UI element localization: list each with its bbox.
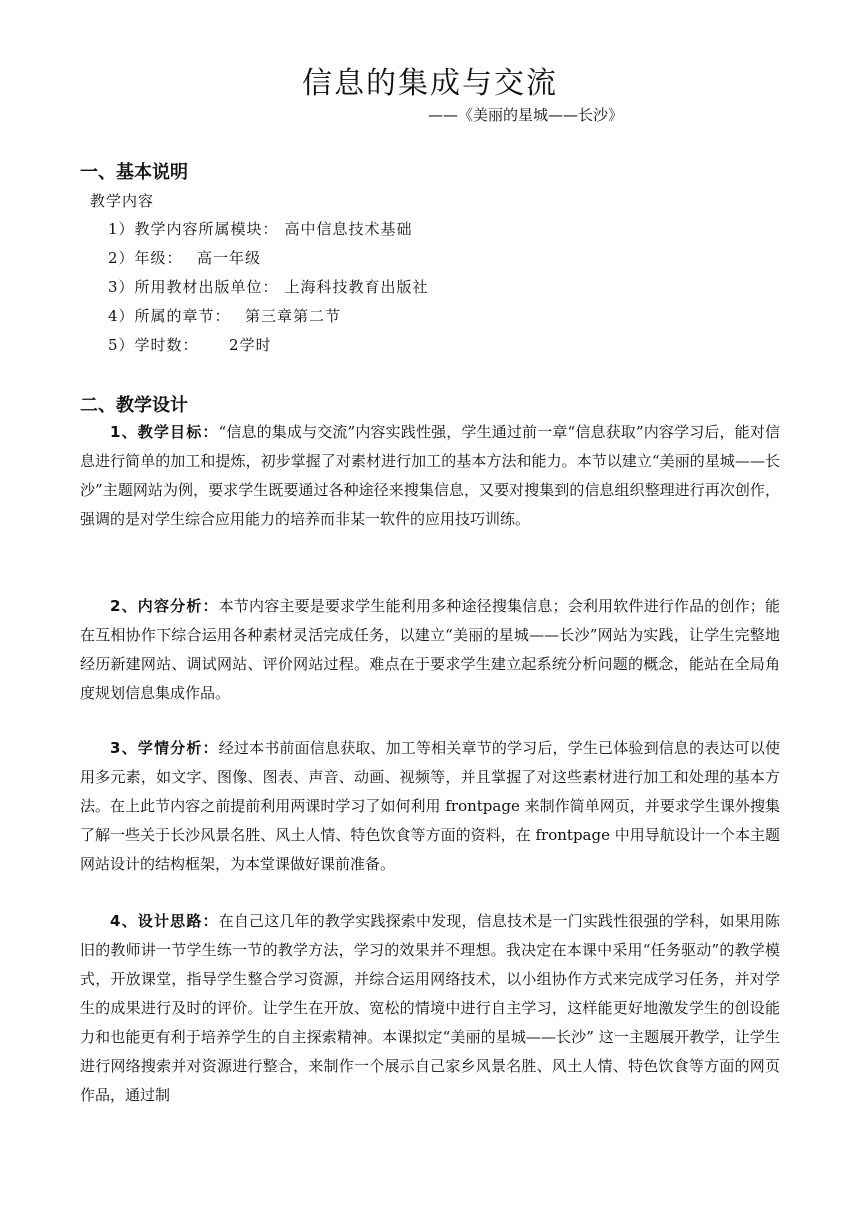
doc-title: 信息的集成与交流 — [302, 66, 558, 101]
paragraph-text: 本节内容主要是要求学生能利用多种途径搜集信息；会利用软件进行作品的创作；能在互相协作下综合运用各种素材灵活完成任务，以建立“美丽的星城——长沙”网站为实践，让学生完整地经历新建网站、调试网站、评价网站过程。难点在于要求学生建立起系统分析问题的概念，能站在全局角度规划信息集成作品。 — [80, 597, 780, 702]
paragraph-design-approach — [80, 907, 780, 1110]
paragraph-text: 在自己这几年的教学实践探索中发现，信息技术是一门实践性很强的学科，如果用陈旧的教师讲一节学生练一节的教学方法，学习的效果并不理想。我决定在本课中采用“任务驱动”的教学模式，开放课堂，指导学生整合学习资源，并综合运用网络技术，以小组协作方式来完成学习任务，并对学生的成果进行及时的评价。让学生在开放、宽松的情境中进行自主学习，这样能更好地激发学生的创设能力和也能更有利于培养学生的自主探索精神。本课拟定“美丽的星城——长沙” 这一主题展开教学，让学生进行网络搜索并对资源进行整合，来制作一个展示自己家乡风景名胜、风土人情、特色饮食等方面的网页作品，通过制 — [80, 912, 780, 1104]
info-item-hours — [108, 334, 272, 355]
paragraph-content-analysis — [80, 592, 780, 708]
info-item-value: 高中信息技术基础 — [284, 220, 413, 238]
info-item-value: 上海科技教育出版社 — [284, 278, 429, 296]
info-item-value: 第三章第二节 — [229, 307, 342, 325]
info-item-label: 5）学时数： — [108, 336, 192, 354]
info-item-label: 1）教学内容所属模块： — [108, 220, 279, 238]
paragraph-text: 经过本书前面信息获取、加工等相关章节的学习后，学生已体验到信息的表达可以使用多元素，如文字、图像、图表、声音、动画、视频等，并且掌握了对这些素材进行加工和处理的基本方法。在上此节内容之前提前利用两课时学习了如何利用 frontpage 来制作简单网页，并要求学生课外搜集了解一些关于长沙风景名胜、风土人情、特色饮食等方面的资料，在 frontpage 中用导航设计一个本主题网站设计的结构框架，为本堂课做好课前准备。 — [80, 739, 780, 873]
paragraph-learner-analysis — [80, 734, 780, 879]
info-item-module — [108, 218, 413, 239]
section-heading-basic: 一、基本说明 — [80, 162, 188, 183]
subheading-teaching-content: 教学内容 — [90, 192, 155, 210]
info-item-label: 2）年级： — [108, 249, 176, 267]
info-item-value: 高一年级 — [181, 249, 262, 267]
info-item-value: 2学时 — [197, 336, 272, 354]
info-item-label: 3）所用教材出版单位： — [108, 278, 279, 296]
info-item-grade — [108, 247, 261, 268]
paragraph-lead: 2、内容分析： — [110, 597, 219, 615]
section-heading-design: 二、教学设计 — [80, 395, 188, 416]
info-item-label: 4）所属的章节： — [108, 307, 224, 325]
paragraph-lead: 4、设计思路： — [110, 912, 219, 930]
paragraph-objectives — [80, 418, 780, 534]
paragraph-lead: 1、教学目标： — [110, 423, 219, 441]
paragraph-lead: 3、学情分析： — [110, 739, 219, 757]
paragraph-text: “信息的集成与交流”内容实践性强，学生通过前一章“信息获取”内容学习后，能对信息进行简单的加工和提炼，初步掌握了对素材进行加工的基本方法和能力。本节以建立“美丽的星城——长沙”主题网站为例，要求学生既要通过各种途径来搜集信息，又要对搜集到的信息组织整理进行再次创作，强调的是对学生综合应用能力的培养而非某一软件的应用技巧训练。 — [80, 423, 780, 528]
doc-subtitle: ——《美丽的星城——长沙》 — [428, 106, 624, 124]
info-item-chapter — [108, 305, 341, 326]
info-item-publisher — [108, 276, 429, 297]
